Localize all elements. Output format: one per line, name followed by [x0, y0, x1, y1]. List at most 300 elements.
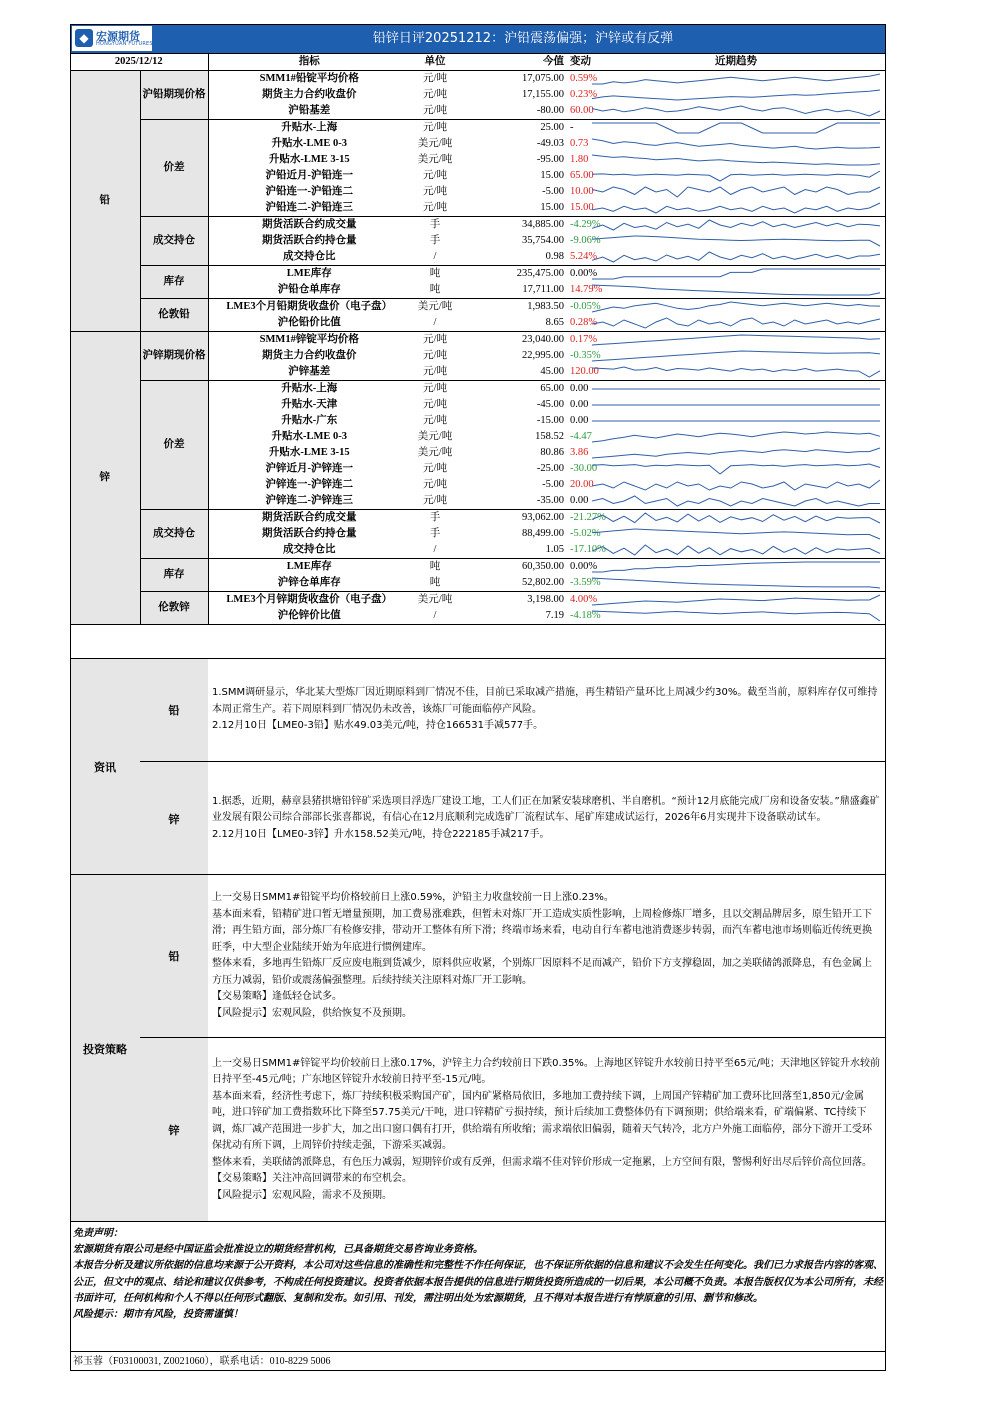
indicator-value: 93,062.00	[522, 512, 564, 523]
sparkline-line	[592, 220, 880, 230]
col-indicator: 指标	[208, 54, 410, 71]
indicator-trend	[586, 136, 886, 152]
sparkline-chart	[588, 282, 884, 298]
indicator-change: 60.00	[570, 103, 586, 120]
indicator-trend	[586, 592, 886, 609]
indicator-unit: 美元/吨	[417, 594, 453, 605]
indicator-name: 升贴水-LME 0-3	[271, 431, 348, 442]
report-header	[70, 24, 886, 53]
strategy-lead-label: 铅	[140, 875, 208, 1037]
disclaimer-title: 免责声明：	[73, 1228, 123, 1239]
indicator-unit: 元/吨	[423, 463, 447, 474]
strategy-lead-item: 基本面来看，铅精矿进口暂无增量预期，加工费易涨难跌，但暂未对炼厂开工造成实质性影响，上周检修炼厂增多，且以交割品牌居多，原生铅开工下滑；再生铅方面，部分炼厂有检修安排，带动开工整体有所下滑；终端市场来看，电动自行车蓄电池消费逐步转弱，而汽车蓄电池市场则临近传统更换旺季，中大型企业陆续开始为年底进行惯例建库。	[212, 908, 872, 953]
indicator-name: LME库存	[286, 268, 332, 279]
sparkline-line	[592, 496, 880, 506]
indicator-change: 5.24%	[570, 249, 586, 266]
strategy-section	[70, 874, 886, 1222]
indicator-trend	[586, 103, 886, 120]
table-header-row	[70, 54, 886, 71]
indicator-name: 期货活跃合约持仓量	[262, 235, 357, 246]
indicator-name: 期货活跃合约持仓量	[262, 528, 357, 539]
indicator-name: 升贴水-上海	[281, 383, 338, 394]
col-trend: 近期趋势	[586, 54, 886, 71]
indicator-name: 沪铅基差	[208, 103, 410, 120]
indicator-change: -4.47	[570, 431, 592, 442]
indicator-unit: 元/吨	[423, 122, 447, 133]
sparkline-chart	[588, 103, 884, 119]
indicator-name: 沪伦铅价比值	[208, 315, 410, 332]
indicator-unit: 手	[429, 512, 441, 523]
indicator-trend	[586, 526, 886, 542]
logo-mark-icon: ◆	[75, 29, 93, 47]
indicator-trend	[586, 364, 886, 381]
indicator-value: 3,198.00	[527, 594, 564, 605]
sparkline-line	[592, 318, 880, 328]
sparkline-chart	[588, 461, 884, 477]
indicator-change: -3.59%	[570, 575, 586, 592]
indicator-name: 升贴水-LME 3-15	[268, 154, 350, 165]
indicator-unit: 元/吨	[410, 200, 460, 217]
sparkline-line	[592, 595, 880, 605]
indicator-unit: 元/吨	[423, 350, 447, 361]
indicator-unit: 元/吨	[423, 415, 447, 426]
report-page	[70, 24, 886, 1371]
sparkline-chart	[588, 477, 884, 493]
indicator-unit: 元/吨	[423, 73, 447, 84]
indicator-value: 65.00	[540, 383, 564, 394]
indicator-trend	[586, 413, 886, 429]
sparkline-line	[592, 123, 880, 133]
indicator-trend	[586, 575, 886, 592]
indicator-trend	[586, 249, 886, 266]
risk-warning: 风险提示：期市有风险，投资需谨慎！	[73, 1309, 243, 1321]
news-lead-label: 铅	[140, 659, 208, 761]
news-section	[70, 658, 886, 875]
indicator-change: 120.00	[570, 364, 586, 381]
indicator-name: LME3个月铅期货收盘价（电子盘）	[226, 301, 393, 312]
sparkline-chart	[588, 608, 884, 624]
indicator-change: 0.28%	[570, 315, 586, 332]
indicator-change: 1.80	[570, 154, 589, 165]
sparkline-line	[592, 139, 880, 149]
indicator-value: -5.00	[542, 186, 564, 197]
sparkline-line	[592, 252, 880, 262]
indicator-change: 65.00	[570, 170, 594, 181]
strategy-lead-item: 上一交易日SMM1#铅锭平均价格较前日上涨0.59%，沪铅主力收盘较前一日上涨0.23%。	[212, 892, 614, 903]
indicator-change: 0.73	[570, 138, 589, 149]
indicator-change: -30.00	[570, 463, 598, 474]
group-label: 锌	[70, 332, 140, 625]
news-lead-item: 2.12月10日【LME0-3铅】贴水49.03美元/吨，持仓166531手减577手。	[212, 720, 544, 732]
indicator-name: 沪锌近月-沪锌连一	[265, 463, 353, 474]
sparkline-chart	[588, 526, 884, 542]
strategy-lead-item: 【交易策略】逢低轻仓试多。	[212, 991, 342, 1002]
sparkline-line	[592, 578, 880, 588]
logo-subtext: HONGYUAN FUTURES	[96, 41, 153, 47]
strategy-zinc-item: 【交易策略】关注冲高回调带来的布空机会。	[212, 1173, 412, 1185]
sparkline-chart	[588, 266, 884, 282]
indicator-trend	[586, 87, 886, 103]
sparkline-line	[592, 90, 880, 100]
sparkline-chart	[588, 120, 884, 136]
news-zinc-row	[140, 762, 886, 875]
indicator-value: 158.52	[535, 431, 564, 442]
sparkline-chart	[588, 315, 884, 331]
indicator-name: 成交持仓比	[208, 249, 410, 266]
indicator-trend	[586, 510, 886, 527]
sparkline-chart	[588, 510, 884, 526]
table-row	[70, 510, 886, 527]
subgroup-label: 成交持仓	[140, 510, 208, 559]
sparkline-line	[592, 335, 880, 345]
sparkline-line	[592, 269, 880, 279]
indicator-change: 10.00	[570, 186, 594, 197]
indicator-unit: /	[410, 542, 460, 559]
indicator-trend	[586, 461, 886, 477]
indicator-name: 沪铅连二-沪铅连三	[208, 200, 410, 217]
subgroup-label: 库存	[140, 559, 208, 592]
sparkline-chart	[588, 445, 884, 461]
report-title: 铅锌日评20251212：沪铅震荡偏强；沪锌或有反弹	[372, 31, 674, 46]
sparkline-line	[592, 302, 880, 312]
strategy-lead-item: 整体来看，多地再生铅炼厂反应废电瓶到货减少，原料供应收紧，个别炼厂因原料不足而减产，铅价下方支撑稳固，加之美联储鸽派降息，有色金属上方压力减弱，铅价或震荡偏强整理。后续持续关注原料对炼厂开工影响。	[212, 958, 872, 986]
indicator-value: 45.00	[460, 364, 570, 381]
indicator-trend	[586, 542, 886, 559]
indicator-unit: /	[410, 315, 460, 332]
indicator-trend	[586, 429, 886, 445]
sparkline-chart	[588, 348, 884, 364]
indicator-unit: 吨	[410, 282, 460, 299]
indicator-trend	[586, 168, 886, 184]
indicator-change: -5.02%	[570, 528, 601, 539]
indicator-change: 4.00%	[570, 594, 598, 605]
indicator-unit: 元/吨	[410, 364, 460, 381]
indicator-value: 52,802.00	[460, 575, 570, 592]
indicator-value: 0.98	[460, 249, 570, 266]
indicator-name: 升贴水-LME 3-15	[268, 447, 350, 458]
table-row	[70, 592, 886, 609]
sparkline-chart	[588, 493, 884, 509]
sparkline-chart	[588, 233, 884, 249]
sparkline-chart	[588, 71, 884, 87]
indicator-value: -80.00	[460, 103, 570, 120]
indicator-value: -15.00	[536, 415, 564, 426]
indicator-unit: 元/吨	[423, 186, 447, 197]
sparkline-line	[592, 432, 880, 442]
sparkline-chart	[588, 413, 884, 429]
indicator-change: 0.00	[570, 383, 589, 394]
indicator-unit: 美元/吨	[417, 447, 453, 458]
table-row	[70, 299, 886, 316]
indicator-unit: 元/吨	[423, 479, 447, 490]
indicator-trend	[586, 493, 886, 510]
subgroup-label: 库存	[140, 266, 208, 299]
indicator-value: 17,711.00	[460, 282, 570, 299]
indicator-change: 20.00	[570, 479, 594, 490]
sparkline-chart	[588, 184, 884, 200]
indicator-trend	[586, 282, 886, 299]
news-lead-item: 1.SMM调研显示，华北某大型炼厂因近期原料到厂情况不佳，目前已采取减产措施，再生精铅产量环比上周减少约30%。截至当前，原料库存仅可维持本周正常生产。若下周原料到厂情况仍未改善，该炼厂可能面临停产风险。	[212, 687, 878, 715]
col-value: 今值	[460, 54, 570, 71]
indicator-unit: 元/吨	[423, 170, 447, 181]
indicator-change: 0.17%	[570, 334, 598, 345]
indicator-value: 22,995.00	[522, 350, 564, 361]
indicator-value: 7.19	[460, 608, 570, 625]
indicator-name: 成交持仓比	[208, 542, 410, 559]
indicator-trend	[586, 348, 886, 364]
indicator-change: 0.59%	[570, 73, 598, 84]
indicator-unit: 吨	[410, 575, 460, 592]
sparkline-chart	[588, 592, 884, 608]
strategy-zinc-item: 上一交易日SMM1#锌锭平均价较前日上涨0.17%，沪锌主力合约较前日下跌0.35%。上海地区锌锭升水较前日持平至65元/吨；天津地区锌锭升水较前日持平至-45元/吨；广东地区锌锭升水较前日持平至-15元/吨。	[212, 1057, 880, 1086]
indicator-unit: 吨	[429, 268, 441, 279]
subgroup-label: 伦敦铅	[140, 299, 208, 332]
indicator-unit: 元/吨	[423, 383, 447, 394]
news-zinc-item: 1.据悉，近期，赫章县猪拱塘铅锌矿采选项目浮选厂建设工地，工人们正在加紧安装球磨机、半自磨机。“预计12月底能完成厂房和设备安装。”鼎盛鑫矿业发展有限公司综合部部长张喜都说，有信心在12月底顺利完成选矿厂流程试车、尾矿库建成试运行，2026年6月实现井下设备联动试车。	[212, 795, 880, 824]
indicator-name: 期货主力合约收盘价	[262, 89, 357, 100]
indicator-trend	[586, 120, 886, 137]
indicator-value: 8.65	[460, 315, 570, 332]
indicator-change: -0.05%	[570, 301, 601, 312]
indicator-name: 沪伦锌价比值	[208, 608, 410, 625]
disclaimer-line: 本报告分析及建议所依据的信息均来源于公开资料，本公司对这些信息的准确性和完整性不作任何保证，也不保证所依据的信息和建议不会发生任何变化。我们已力求报告内容的客观、公正，但文中的观点、结论和建议仅供参考，不构成任何投资建议。投资者依据本报告提供的信息进行期货投资所造成的一切后果，本公司概不负责。本报告版权仅为本公司所有，未经书面许可，任何机构和个人不得以任何形式翻版、复制和发布。如引用、刊发，需注明出处为宏源期货，且不得对本报告进行有悖原意的引用、删节和修改。	[73, 1260, 883, 1304]
sparkline-chart	[588, 364, 884, 380]
indicator-value: 80.86	[540, 447, 564, 458]
logo-text: 宏源期货	[96, 30, 140, 43]
table-row	[70, 71, 886, 88]
indicator-name: SMM1#铅锭平均价格	[259, 73, 359, 84]
indicator-unit: /	[410, 608, 460, 625]
indicator-change: -21.27%	[570, 512, 606, 523]
indicator-trend	[586, 184, 886, 200]
sparkline-chart	[588, 429, 884, 445]
indicator-name: LME3个月锌期货收盘价（电子盘）	[226, 594, 393, 605]
indicator-value: 25.00	[540, 122, 564, 133]
indicator-change: 0.23%	[570, 89, 598, 100]
indicator-value: 34,885.00	[522, 219, 564, 230]
indicator-name: 沪铅连一-沪铅连二	[265, 186, 353, 197]
sparkline-chart	[588, 299, 884, 315]
strategy-zinc-row	[140, 1038, 886, 1222]
indicator-name: 沪锌仓单库存	[208, 575, 410, 592]
sparkline-chart	[588, 200, 884, 216]
indicator-trend	[586, 315, 886, 332]
sparkline-chart	[588, 168, 884, 184]
sparkline-chart	[588, 332, 884, 348]
indicator-name: 升贴水-上海	[281, 122, 338, 133]
table-row	[70, 120, 886, 137]
sparkline-line	[592, 367, 880, 377]
sparkline-chart	[588, 87, 884, 103]
indicator-unit: 美元/吨	[417, 431, 453, 442]
subgroup-label: 沪铅期现价格	[140, 71, 208, 120]
indicator-trend	[586, 445, 886, 461]
indicator-change: -9.06%	[570, 235, 601, 246]
indicator-name: 沪铅仓单库存	[208, 282, 410, 299]
indicator-name: 期货活跃合约成交量	[262, 512, 357, 523]
table-row	[70, 381, 886, 398]
indicator-table	[70, 53, 886, 625]
subgroup-label: 价差	[140, 120, 208, 217]
indicator-unit: 元/吨	[410, 493, 460, 510]
indicator-unit: 元/吨	[410, 103, 460, 120]
sparkline-chart	[588, 397, 884, 413]
indicator-value: -95.00	[536, 154, 564, 165]
subgroup-label: 沪锌期现价格	[140, 332, 208, 381]
sparkline-line	[592, 187, 880, 197]
indicator-trend	[586, 200, 886, 217]
indicator-change: 3.86	[570, 447, 589, 458]
indicator-trend	[586, 381, 886, 398]
sparkline-line	[592, 545, 880, 555]
indicator-change: 14.79%	[570, 282, 586, 299]
indicator-change: -4.18%	[570, 608, 586, 625]
news-label: 资讯	[70, 659, 141, 875]
indicator-value: 235,475.00	[516, 268, 564, 279]
indicator-unit: /	[410, 249, 460, 266]
sparkline-line	[592, 155, 880, 165]
sparkline-line	[592, 171, 880, 181]
indicator-name: 沪铅近月-沪铅连一	[265, 170, 353, 181]
col-unit: 单位	[410, 54, 460, 71]
strategy-lead-row	[140, 875, 886, 1038]
indicator-change: -17.10%	[570, 542, 586, 559]
sparkline-line	[592, 285, 880, 295]
strategy-zinc-item: 整体来看，美联储鸽派降息，有色压力减弱，短期锌价或有反弹，但需求端不佳对锌价形成一定拖累，上方空间有限，警惕利好出尽后锌价高位回落。	[212, 1156, 872, 1168]
strategy-lead-text	[212, 875, 880, 1037]
indicator-name: 沪锌基差	[208, 364, 410, 381]
subgroup-label: 伦敦锌	[140, 592, 208, 625]
indicator-name: 升贴水-广东	[281, 415, 338, 426]
indicator-trend	[586, 233, 886, 249]
indicator-trend	[586, 152, 886, 168]
indicator-unit: 吨	[429, 561, 441, 572]
indicator-value: -5.00	[542, 479, 564, 490]
disclaimer	[70, 1221, 886, 1351]
indicator-name: LME库存	[286, 561, 332, 572]
indicator-unit: 手	[429, 235, 441, 246]
indicator-value: 15.00	[540, 170, 564, 181]
sparkline-chart	[588, 542, 884, 558]
group-label: 铅	[70, 71, 140, 332]
sparkline-chart	[588, 136, 884, 152]
indicator-unit: 元/吨	[423, 334, 447, 345]
sparkline-line	[592, 106, 880, 116]
indicator-value: -35.00	[460, 493, 570, 510]
indicator-change: -4.29%	[570, 219, 601, 230]
sparkline-chart	[588, 381, 884, 397]
indicator-change: -0.35%	[570, 350, 601, 361]
subgroup-label: 成交持仓	[140, 217, 208, 266]
indicator-trend	[586, 397, 886, 413]
indicator-change: 0.00%	[570, 561, 598, 572]
indicator-unit: 美元/吨	[417, 301, 453, 312]
indicator-change: 0.00	[570, 415, 589, 426]
indicator-name: 期货主力合约收盘价	[262, 350, 357, 361]
indicator-value: -25.00	[536, 463, 564, 474]
indicator-trend	[586, 266, 886, 283]
table-date: 2025/12/12	[70, 54, 208, 71]
strategy-lead-item: 【风险提示】宏观风险，供给恢复不及预期。	[212, 1007, 412, 1019]
indicator-name: 升贴水-天津	[281, 399, 338, 410]
indicator-value: 88,499.00	[522, 528, 564, 539]
indicator-name: 沪锌连一-沪锌连二	[265, 479, 353, 490]
sparkline-chart	[588, 575, 884, 591]
disclaimer-line: 宏源期货有限公司是经中国证监会批准设立的期货经营机构，已具备期货交易咨询业务资格。	[73, 1244, 483, 1256]
strategy-label: 投资策略	[70, 875, 141, 1222]
indicator-value: 23,040.00	[522, 334, 564, 345]
sparkline-chart	[588, 152, 884, 168]
indicator-unit: 美元/吨	[417, 138, 453, 149]
indicator-trend	[586, 71, 886, 88]
sparkline-chart	[588, 217, 884, 233]
indicator-change: 0.00	[570, 493, 586, 510]
sparkline-line	[592, 480, 880, 490]
indicator-change: -	[570, 122, 574, 133]
indicator-value: -45.00	[536, 399, 564, 410]
indicator-trend	[586, 217, 886, 234]
strategy-zinc-item: 基本面来看，经济性考虑下，炼厂持续积极采购国产矿，国内矿紧格局依旧，多地加工费持续下调，上周国产锌精矿加工费环比回落至1,850元/金属吨，进口锌矿加工费指数环比下降至57.75美元/干吨，进口锌精矿亏损持续，预计后续加工费整体仍有下调预期；供给端来看，矿端偏紧、TC持续下调，炼厂减产范围进一步扩大，加之出口窗口偶有打开，供给端有所收缩；需求端依旧偏弱，随着天气转冷，北方户外施工面临停，部分下游开工受环保扰动有所下调，上周锌价持续走强，下游采买减弱。	[212, 1090, 872, 1152]
indicator-unit: 元/吨	[423, 89, 447, 100]
strategy-zinc-label: 锌	[140, 1038, 208, 1222]
subgroup-label: 价差	[140, 381, 208, 510]
indicator-value: 1,983.50	[527, 301, 564, 312]
indicator-unit: 手	[429, 528, 441, 539]
indicator-change: 0.00	[570, 399, 589, 410]
sparkline-line	[592, 513, 880, 523]
news-lead-text	[212, 659, 880, 761]
indicator-change: 15.00	[570, 200, 586, 217]
sparkline-line	[592, 562, 880, 572]
col-change: 变动	[570, 54, 586, 71]
indicator-value: 35,754.00	[522, 235, 564, 246]
indicator-change: 0.00%	[570, 268, 598, 279]
news-zinc-text	[212, 762, 880, 875]
indicator-unit: 美元/吨	[417, 154, 453, 165]
news-zinc-item: 2.12月10日【LME0-3锌】升水158.52美元/吨，持仓222185手减217手。	[212, 828, 550, 840]
indicator-unit: 元/吨	[423, 399, 447, 410]
sparkline-line	[592, 351, 880, 361]
indicator-value: 17,155.00	[522, 89, 564, 100]
indicator-value: -49.03	[536, 138, 564, 149]
analyst-contact: 祁玉蓉（F03100031, Z0021060），联系电话：010-8229 5006	[70, 1351, 886, 1371]
news-lead-row	[140, 659, 886, 762]
strategy-zinc-item: 【风险提示】宏观风险，需求不及预期。	[212, 1189, 392, 1201]
strategy-zinc-text	[212, 1038, 880, 1222]
indicator-name: SMM1#锌锭平均价格	[259, 334, 359, 345]
indicator-value: 1.05	[460, 542, 570, 559]
indicator-trend	[586, 477, 886, 493]
indicator-value: 15.00	[460, 200, 570, 217]
indicator-name: 沪锌连二-沪锌连三	[208, 493, 410, 510]
sparkline-line	[592, 74, 880, 84]
indicator-trend	[586, 608, 886, 625]
company-logo	[72, 26, 152, 51]
sparkline-line	[592, 611, 880, 621]
sparkline-line	[592, 448, 880, 458]
sparkline-line	[592, 529, 880, 539]
indicator-trend	[586, 559, 886, 576]
sparkline-chart	[588, 249, 884, 265]
news-zinc-label: 锌	[140, 762, 208, 875]
sparkline-line	[592, 464, 880, 474]
table-row	[70, 332, 886, 349]
indicator-name: 期货活跃合约成交量	[262, 219, 357, 230]
indicator-value: 60,350.00	[522, 561, 564, 572]
indicator-trend	[586, 299, 886, 316]
sparkline-chart	[588, 559, 884, 575]
table-row	[70, 559, 886, 576]
